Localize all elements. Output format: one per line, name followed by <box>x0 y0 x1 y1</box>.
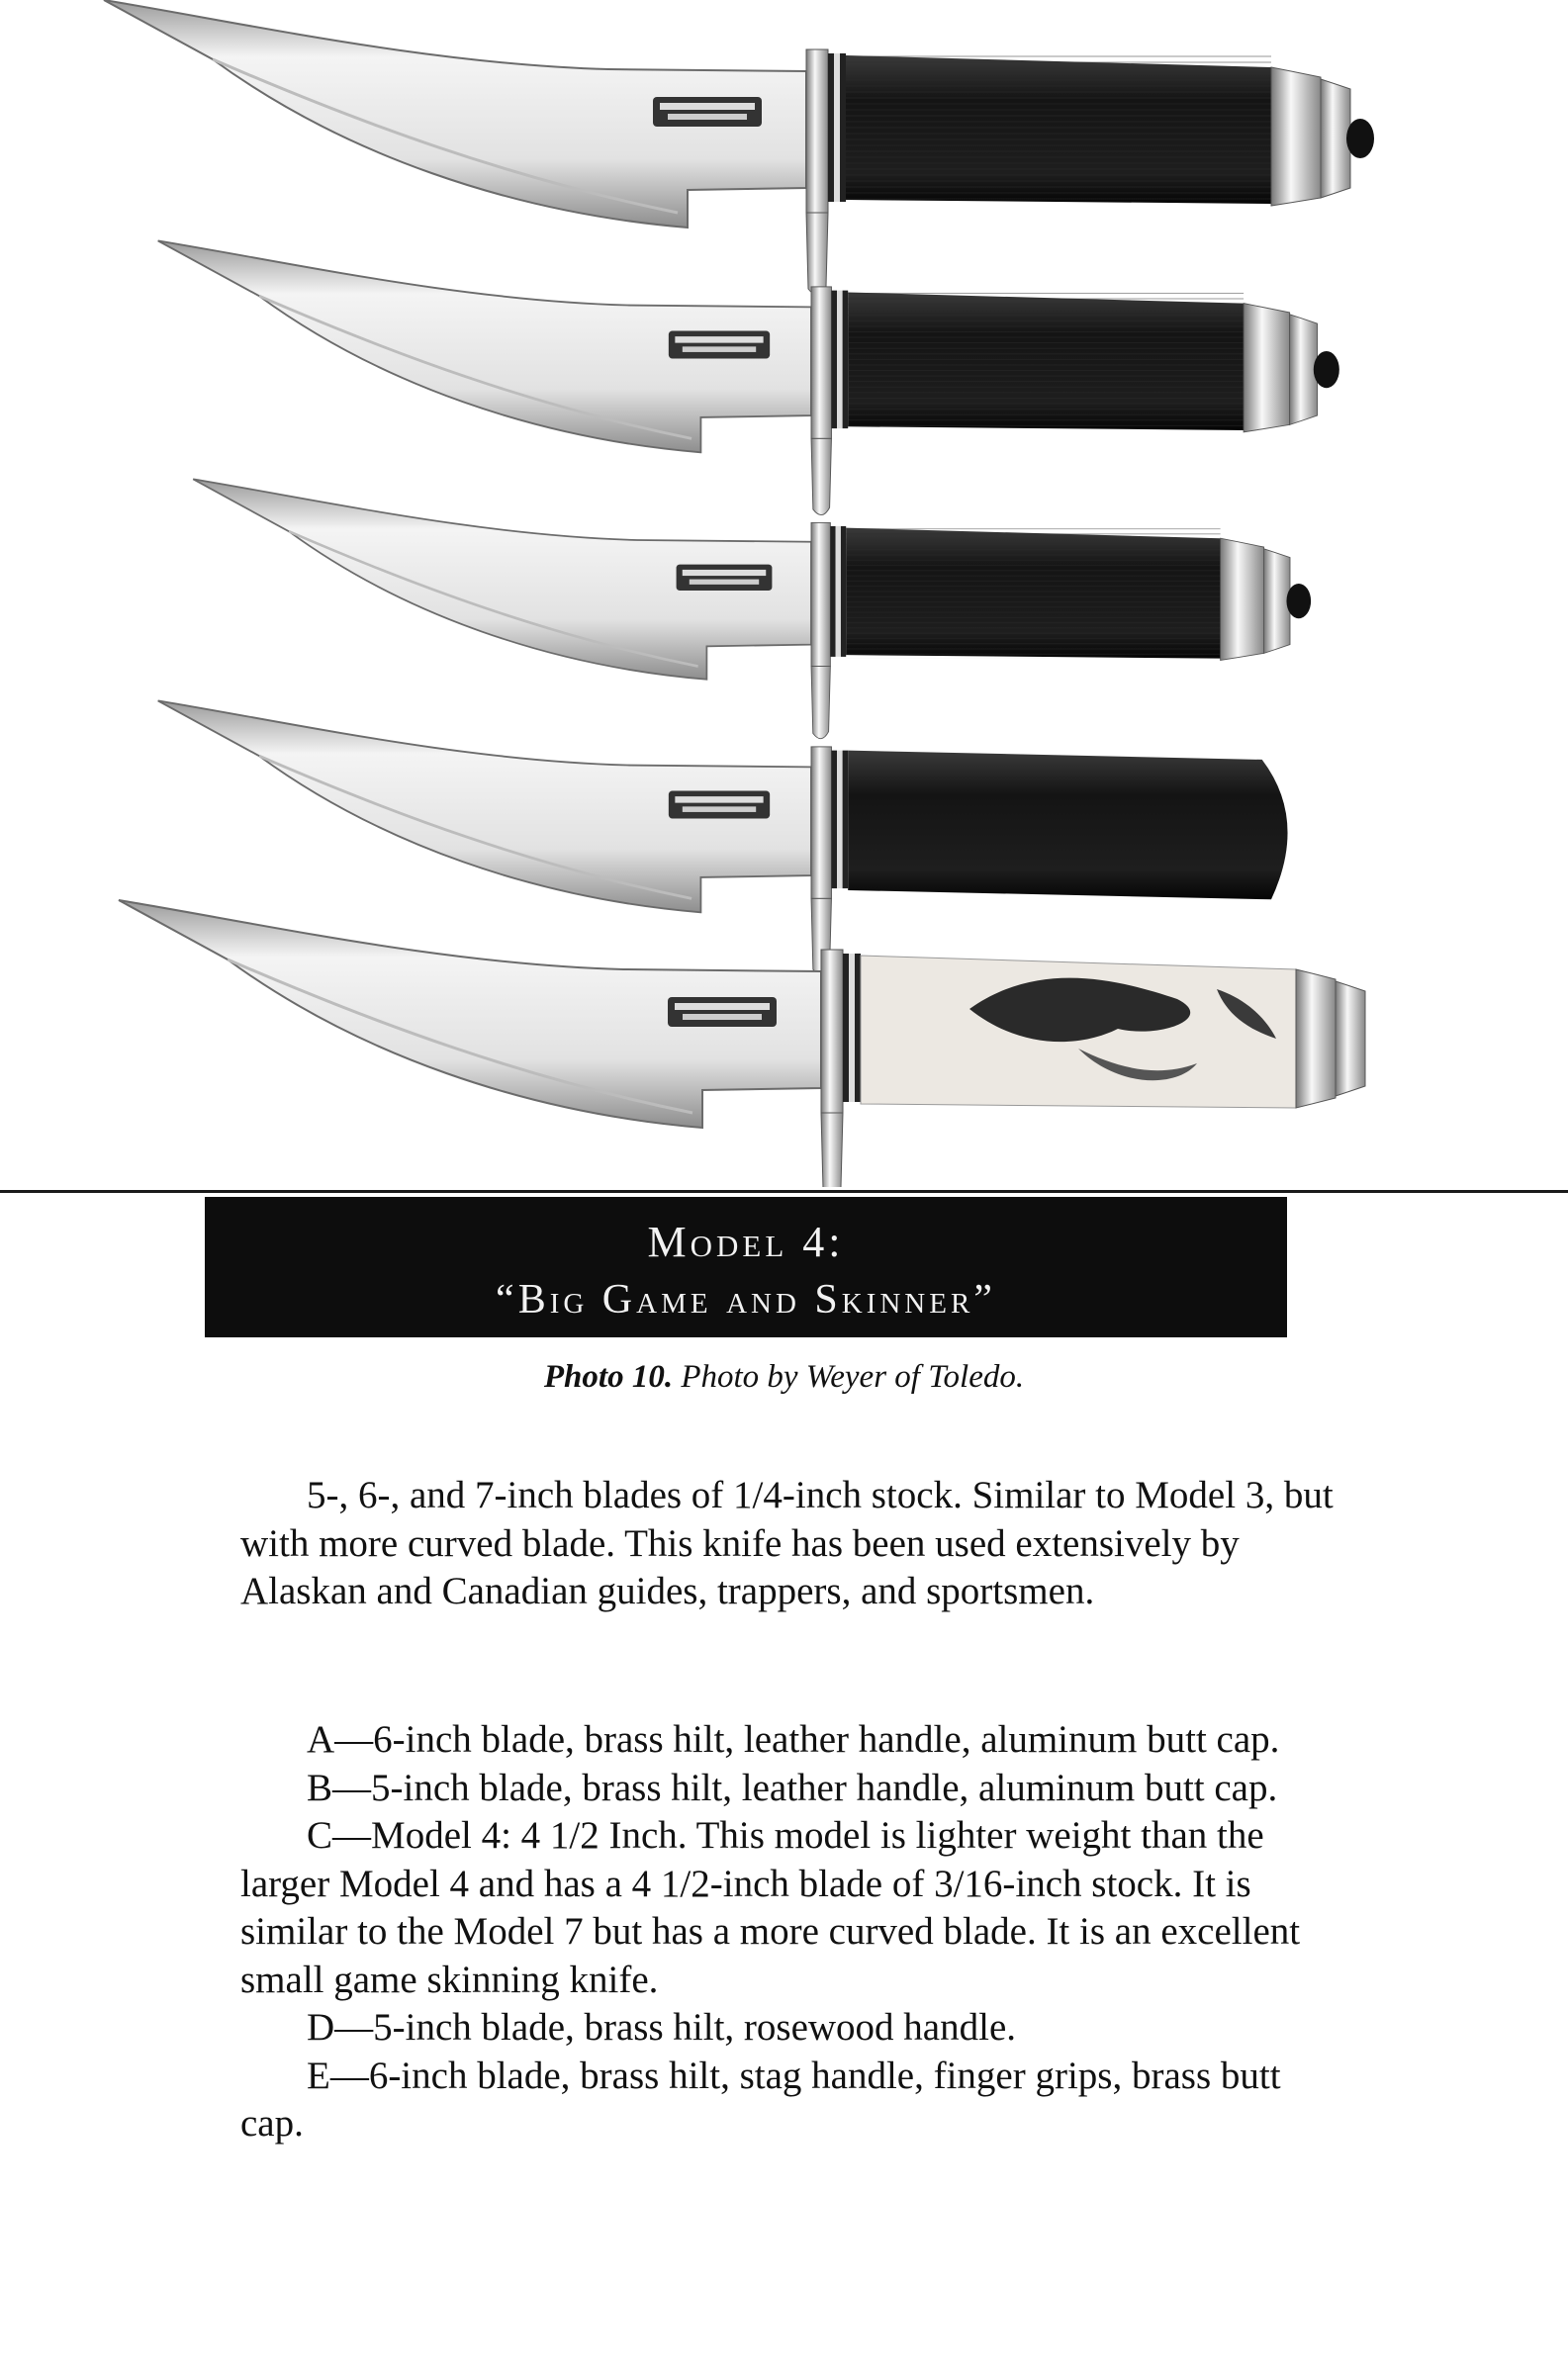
knife-b <box>158 240 1339 514</box>
model-title: Model 4: <box>647 1218 845 1266</box>
photo-caption <box>0 1359 1568 1396</box>
caption-text: Photo by Weyer of Toledo. <box>681 1359 1025 1395</box>
item-c: C—Model 4: 4 1/2 Inch. This model is lighter weight than the larger Model 4 and has a 4 1/2-inch blade of 3/16-inch stock. It is similar to the Model 7 but has a more curved blade. It is an excellent small game skinning knife. <box>240 1814 1301 2001</box>
knife-item-list <box>240 1716 1338 2148</box>
caption-label: Photo 10. <box>543 1359 674 1395</box>
knife-photo <box>0 0 1568 1187</box>
item-a: A—6-inch blade, brass hilt, leather handle, aluminum butt cap. <box>307 1718 1280 1761</box>
divider-rule <box>0 1190 1568 1193</box>
item-b: B—5-inch blade, brass hilt, leather handle, aluminum butt cap. <box>307 1766 1278 1809</box>
model-subtitle: “Big Game and Skinner” <box>496 1277 996 1323</box>
item-e: E—6-inch blade, brass hilt, stag handle, finger grips, brass butt cap. <box>240 2054 1281 2145</box>
knife-e <box>119 900 1365 1187</box>
knife-c <box>193 479 1311 738</box>
description-text: 5-, 6-, and 7-inch blades of 1/4-inch stock. Similar to Model 3, but with more curved blade. This knife has been used extensively by Alaskan and Canadian guides, trappers, and sportsmen. <box>240 1474 1334 1612</box>
item-d: D—5-inch blade, brass hilt, rosewood handle. <box>307 2006 1017 2049</box>
model-title-banner <box>205 1197 1287 1337</box>
knife-a <box>104 0 1374 295</box>
description-paragraph <box>240 1472 1338 1616</box>
knife-d <box>158 700 1288 974</box>
